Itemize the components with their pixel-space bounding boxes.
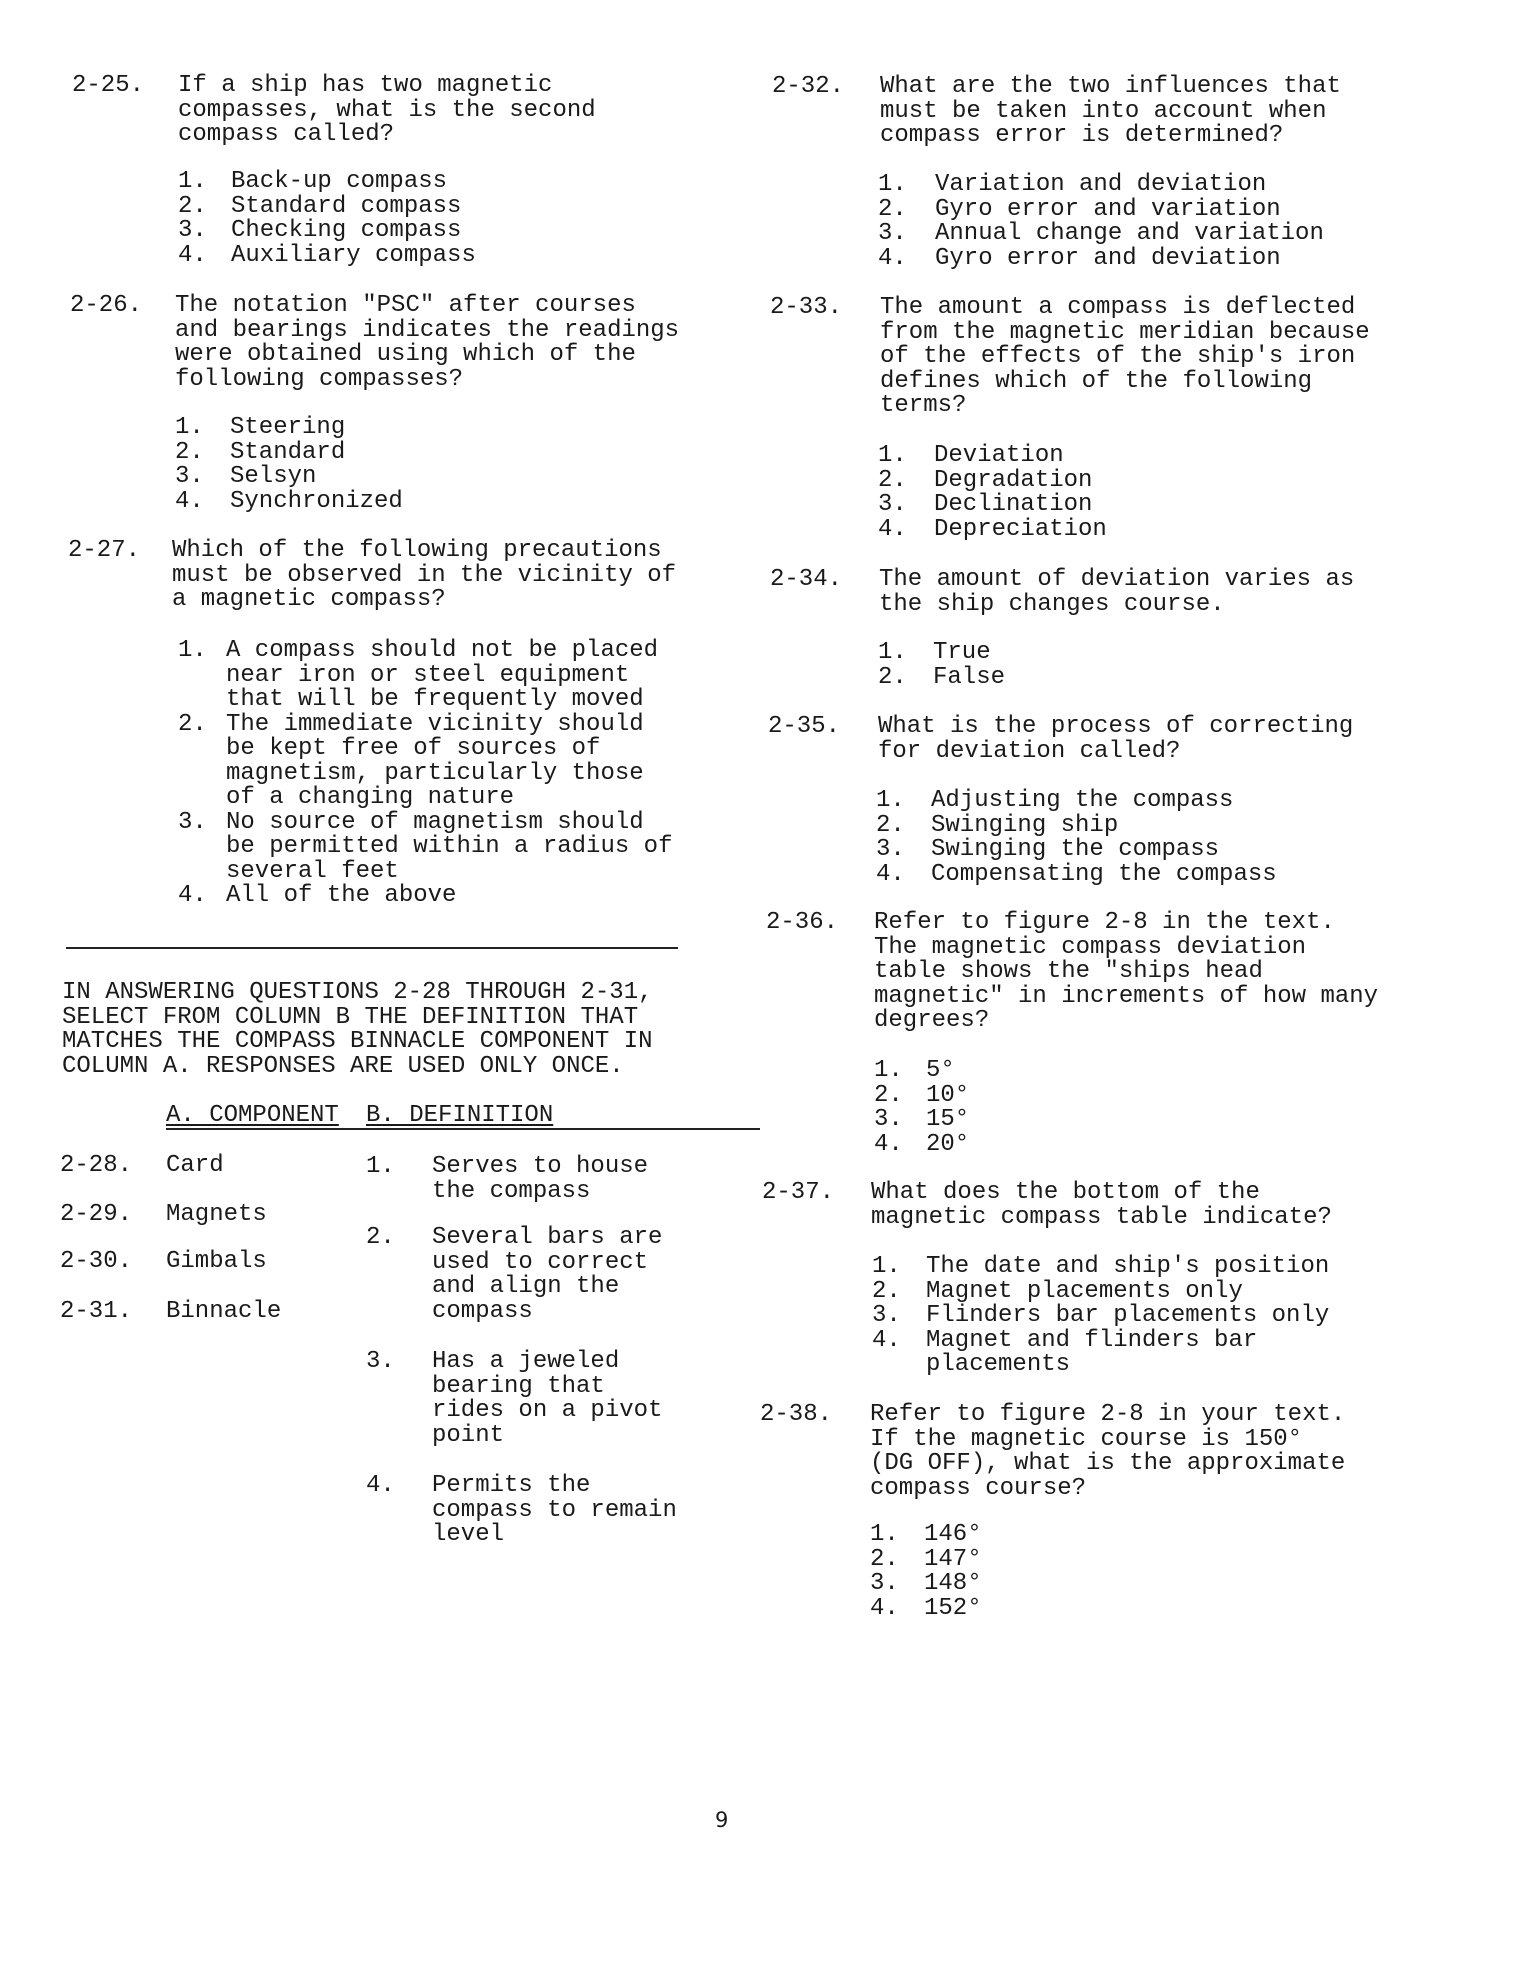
section-divider — [66, 947, 678, 949]
answer-option: 10° — [926, 1081, 970, 1109]
definition-number: 2. — [366, 1224, 395, 1251]
answer-option-number: 2. — [878, 663, 907, 691]
question-number: 2-25. — [72, 72, 145, 99]
definition-number: 3. — [366, 1348, 395, 1375]
answer-option: Flinders bar placements only — [926, 1302, 1330, 1329]
answer-option-number: 1. — [872, 1253, 901, 1280]
question-stem: The amount a compass is deflected from the magnetic meridian because of the effects of the ship's iron defines which of the following terms? — [880, 294, 1370, 419]
answer-option-number: 3. — [870, 1570, 899, 1597]
answer-option: Back-up compass — [231, 168, 448, 195]
answer-option: Gyro error and variation — [935, 195, 1281, 223]
answer-option: Depreciation — [934, 515, 1107, 543]
question-stem: Which of the following precautions must be observed in the vicinity of a magnetic compass? — [172, 537, 677, 613]
answer-option-number: 1. — [874, 1057, 903, 1084]
answer-option: 152° — [924, 1594, 982, 1622]
answer-option: Selsyn — [230, 463, 317, 490]
answer-option-number: 4. — [870, 1594, 899, 1622]
answer-option: Standard compass — [231, 192, 462, 220]
answer-option-number: 3. — [874, 1106, 903, 1133]
answer-option-number: 2. — [874, 1081, 903, 1109]
answer-option-number: 3. — [872, 1302, 901, 1329]
question-stem: What is the process of correcting for deviation called? — [878, 713, 1354, 765]
answer-option-number: 3. — [878, 491, 907, 518]
answer-option-number: 2. — [876, 811, 905, 839]
answer-option-number: 4. — [878, 244, 907, 272]
answer-option: 147° — [924, 1545, 982, 1573]
definition-text: Serves to house the compass — [432, 1153, 649, 1205]
definition-text: Several bars are used to correct and align the compass — [432, 1224, 663, 1325]
definition-text: Has a jeweled bearing that rides on a pivot point — [432, 1348, 663, 1449]
answer-option-number: 1. — [870, 1521, 899, 1548]
answer-option: A compass should not be placed near iron or steel equipment that will be frequently moved — [226, 637, 659, 713]
question-number: 2-35. — [768, 713, 841, 740]
answer-option-number: 2. — [175, 438, 204, 466]
question-stem: The amount of deviation varies as the ship changes course. — [879, 566, 1355, 618]
answer-option: The immediate vicinity should be kept free of sources of magnetism, particularly those of a changing nature — [226, 710, 644, 811]
answer-option-number: 3. — [876, 836, 905, 863]
answer-option: Steering — [230, 414, 346, 441]
page-number: 9 — [715, 1808, 729, 1832]
component-number: 2-28. — [60, 1152, 133, 1179]
question-number: 2-32. — [772, 73, 845, 100]
answer-option-number: 2. — [878, 195, 907, 223]
answer-option-number: 4. — [872, 1326, 901, 1354]
question-number: 2-33. — [770, 294, 843, 321]
definition-number: 1. — [366, 1153, 395, 1180]
component-label: Binnacle — [166, 1298, 282, 1325]
component-label: Card — [166, 1152, 224, 1179]
question-stem: What does the bottom of the magnetic compass table indicate? — [871, 1179, 1332, 1231]
answer-option-number: 2. — [872, 1277, 901, 1305]
answer-option-number: 4. — [178, 241, 207, 269]
header-underline — [166, 1128, 760, 1130]
component-label: Gimbals — [166, 1248, 267, 1275]
answer-option-number: 3. — [878, 220, 907, 247]
question-stem: The notation "PSC" after courses and bearings indicates the readings were obtained using which of the following compasses? — [175, 292, 680, 393]
answer-option-number: 1. — [178, 168, 207, 195]
answer-option-number: 4. — [175, 487, 204, 515]
question-number: 2-26. — [70, 292, 143, 319]
answer-option: Swinging ship — [931, 811, 1119, 839]
matching-instructions: IN ANSWERING QUESTIONS 2-28 THROUGH 2-31, SELECT FROM COLUMN B THE DEFINITION THAT MATCHES THE COMPASS BINNACLE COMPONENT IN COLUMN A. RESPONSES ARE USED ONLY ONCE. — [62, 979, 653, 1080]
answer-option-number: 1. — [876, 787, 905, 814]
answer-option: False — [933, 663, 1006, 691]
answer-option: The date and ship's position — [926, 1253, 1330, 1280]
question-number: 2-34. — [770, 566, 843, 593]
component-number: 2-29. — [60, 1201, 133, 1228]
answer-option-number: 4. — [178, 882, 207, 909]
answer-option: 15° — [926, 1106, 970, 1133]
answer-option-number: 2. — [178, 710, 207, 738]
answer-option: Deviation — [934, 442, 1064, 469]
answer-option: Annual change and variation — [935, 220, 1324, 247]
answer-option: All of the above — [226, 882, 457, 909]
answer-option: Gyro error and deviation — [935, 244, 1281, 272]
column-b-header: B. DEFINITION — [366, 1102, 554, 1129]
question-stem: If a ship has two magnetic compasses, what is the second compass called? — [178, 72, 596, 148]
answer-option: 146° — [924, 1521, 982, 1548]
definition-number: 4. — [366, 1472, 395, 1499]
component-number: 2-31. — [60, 1298, 133, 1325]
question-number: 2-27. — [68, 537, 141, 564]
question-stem: Refer to figure 2-8 in your text. If the magnetic course is 150° (DG OFF), what is the approximate compass course? — [870, 1401, 1346, 1502]
answer-option: 5° — [926, 1057, 955, 1084]
answer-option: True — [933, 639, 991, 666]
answer-option: Degradation — [934, 466, 1093, 494]
answer-option: Variation and deviation — [935, 171, 1267, 198]
question-stem: Refer to figure 2-8 in the text. The magnetic compass deviation table shows the "ships head magnetic" in increments of how many degrees? — [874, 909, 1379, 1034]
answer-option: Magnet and flinders bar placements — [926, 1326, 1258, 1378]
answer-option-number: 2. — [878, 466, 907, 494]
answer-option: Auxiliary compass — [231, 241, 476, 269]
answer-option-number: 3. — [175, 463, 204, 490]
answer-option: Magnet placements only — [926, 1277, 1243, 1305]
answer-option-number: 2. — [178, 192, 207, 220]
answer-option-number: 1. — [878, 442, 907, 469]
question-number: 2-36. — [766, 909, 839, 936]
answer-option-number: 1. — [175, 414, 204, 441]
component-label: Magnets — [166, 1201, 267, 1228]
answer-option-number: 1. — [878, 639, 907, 666]
answer-option: Standard — [230, 438, 346, 466]
answer-option-number: 3. — [178, 808, 207, 836]
question-number: 2-38. — [760, 1401, 833, 1428]
question-number: 2-37. — [762, 1179, 835, 1206]
answer-option-number: 4. — [874, 1130, 903, 1158]
answer-option: Compensating the compass — [931, 860, 1277, 888]
answer-option: Swinging the compass — [931, 836, 1220, 863]
answer-option-number: 4. — [878, 515, 907, 543]
component-number: 2-30. — [60, 1248, 133, 1275]
answer-option: 20° — [926, 1130, 970, 1158]
answer-option-number: 3. — [178, 217, 207, 244]
answer-option-number: 2. — [870, 1545, 899, 1573]
answer-option-number: 1. — [178, 637, 207, 664]
answer-option-number: 1. — [878, 171, 907, 198]
answer-option-number: 4. — [876, 860, 905, 888]
answer-option: No source of magnetism should be permitted within a radius of several feet — [226, 808, 673, 885]
question-stem: What are the two influences that must be taken into account when compass error is determined? — [880, 73, 1341, 149]
definition-text: Permits the compass to remain level — [432, 1472, 677, 1548]
answer-option: Adjusting the compass — [931, 787, 1234, 814]
answer-option: Declination — [934, 491, 1093, 518]
answer-option: Synchronized — [230, 487, 403, 515]
answer-option: Checking compass — [231, 217, 462, 244]
column-a-header: A. COMPONENT — [166, 1102, 339, 1129]
answer-option: 148° — [924, 1570, 982, 1597]
